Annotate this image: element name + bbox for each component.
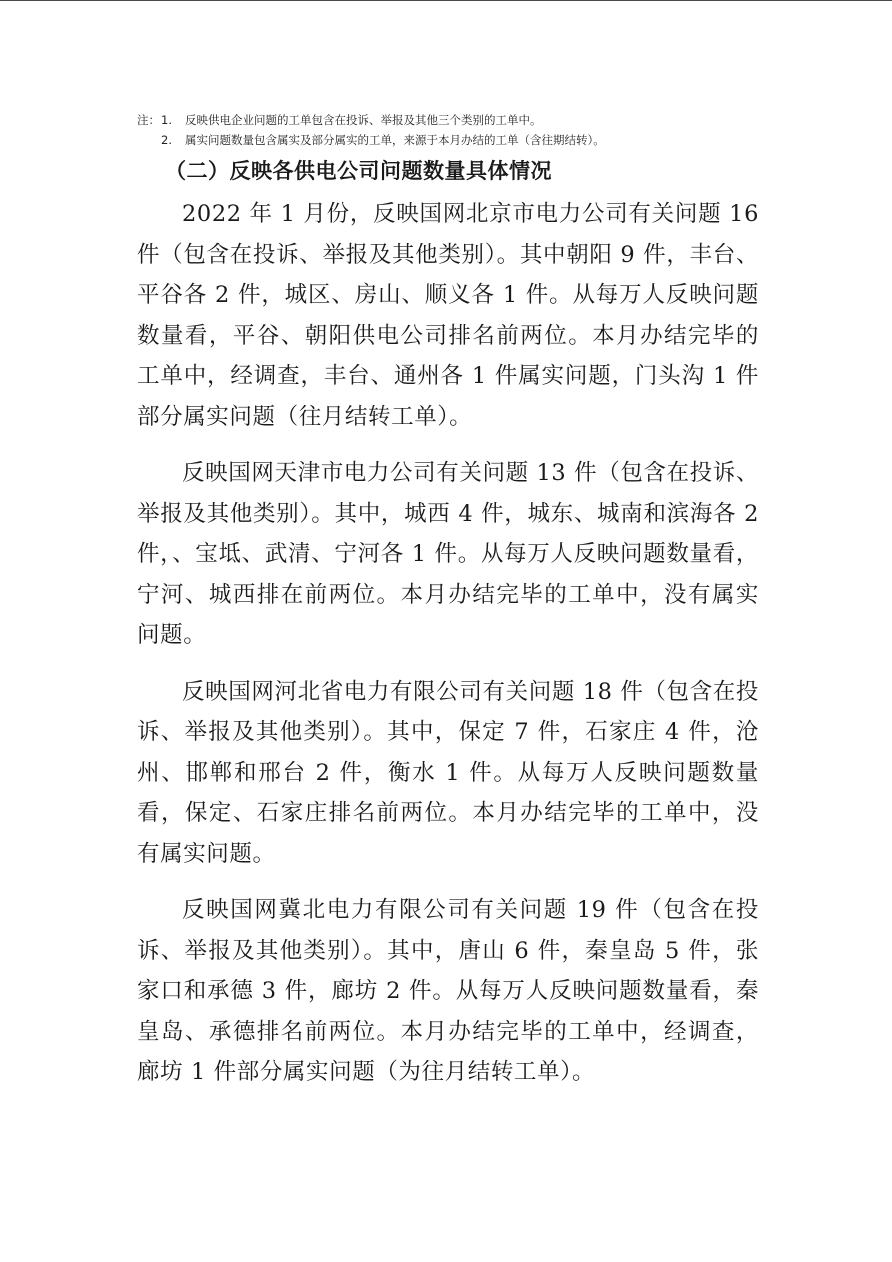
note-number: 2. bbox=[161, 133, 172, 147]
note-prefix: 注： bbox=[137, 113, 160, 127]
note-prefix bbox=[137, 130, 161, 150]
note-number: 1. bbox=[161, 113, 172, 127]
note-text: 反映供电企业问题的工单包含在投诉、举报及其他三个类别的工单中。 bbox=[185, 113, 542, 127]
document-page bbox=[137, 110, 759, 1109]
note-text: 属实问题数量包含属实及部分属实的工单，来源于本月办结的工单（含往期结转）。 bbox=[185, 133, 605, 147]
section-title: （二）反映各供电公司问题数量具体情况 bbox=[165, 159, 552, 183]
paragraph-beijing: 2022 年 1 月份，反映国网北京市电力公司有关问题 16 件（包含在投诉、举报及其他类别）。其中朝阳 9 件，丰台、平谷各 2 件，城区、房山、顺义各 1 件。从每万人反映问题数量看，平谷、朝阳供电公司排名前两位。本月办结完毕的工单中，经调查，丰台、通州各 1 件属实问题，门头沟 1 件部分属实问题（往月结转工单）。 bbox=[137, 201, 759, 430]
note-item bbox=[137, 130, 759, 150]
page-top-border bbox=[0, 0, 892, 1]
note-item bbox=[137, 110, 759, 130]
paragraph-hebei: 反映国网河北省电力有限公司有关问题 18 件（包含在投诉、举报及其他类别）。其中，保定 7 件，石家庄 4 件，沧州、邯郸和邢台 2 件，衡水 1 件。从每万人反映问题数量看，保定、石家庄排名前两位。本月办结完毕的工单中，没有属实问题。 bbox=[137, 678, 759, 867]
paragraph-tianjin: 反映国网天津市电力公司有关问题 13 件（包含在投诉、举报及其他类别）。其中，城西 4 件，城东、城南和滨海各 2 件，、宝坻、武清、宁河各 1 件。从每万人反映问题数量看，宁河、城西排在前两位。本月办结完毕的工单中，没有属实问题。 bbox=[137, 460, 759, 648]
paragraph-jibei: 反映国网冀北电力有限公司有关问题 19 件（包含在投诉、举报及其他类别）。其中，唐山 6 件，秦皇岛 5 件，张家口和承德 3 件，廊坊 2 件。从每万人反映问题数量看，秦皇岛、承德排名前两位。本月办结完毕的工单中，经调查，廊坊 1 件部分属实问题（为往月结转工单）。 bbox=[137, 897, 759, 1085]
notes-block bbox=[137, 110, 759, 150]
